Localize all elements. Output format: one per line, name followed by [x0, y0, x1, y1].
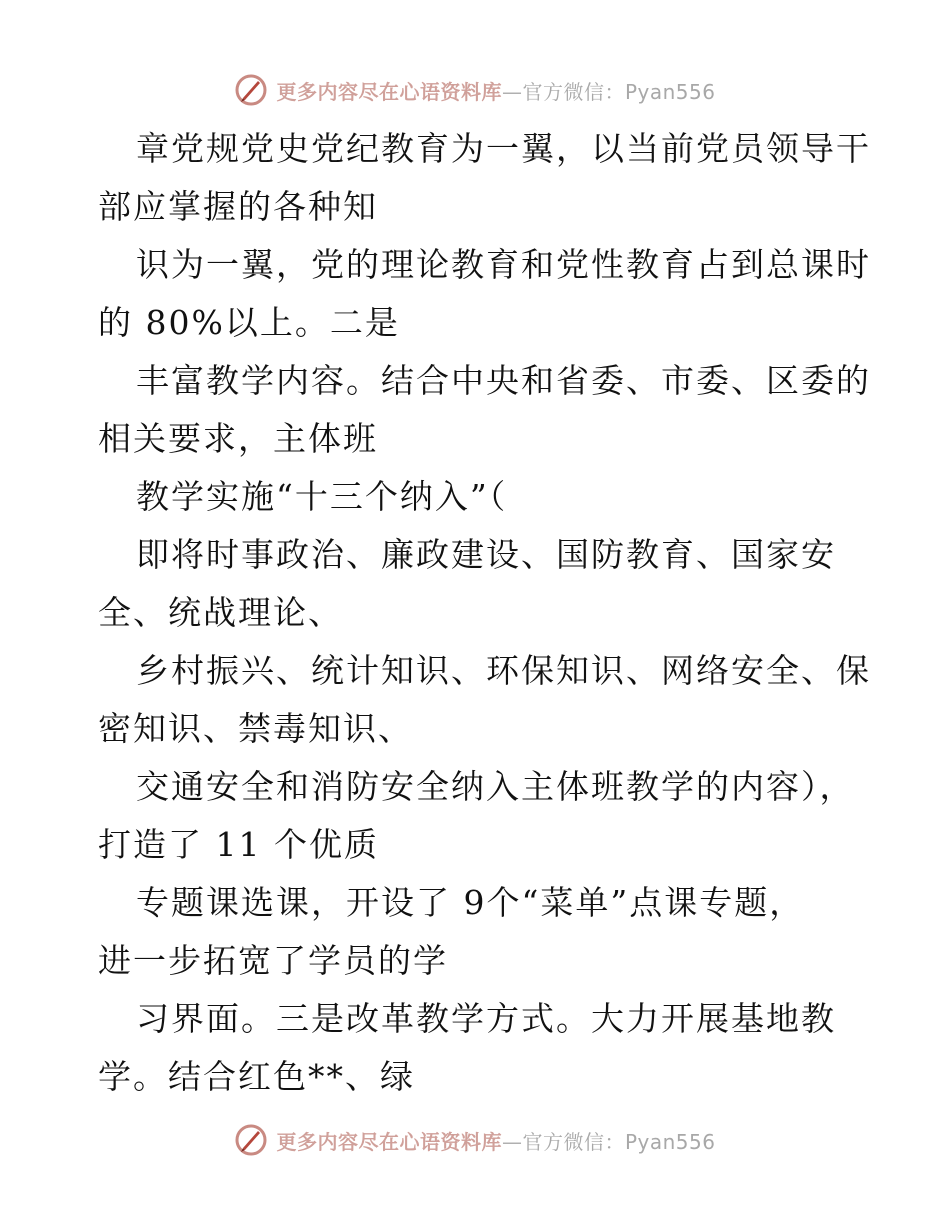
text-line: 密知识、禁毒知识、 — [98, 709, 413, 748]
feather-pen-logo-icon — [234, 1123, 268, 1157]
watermark-text: 更多内容尽在心语资料库—官方微信：Pyan556 — [276, 1129, 716, 1154]
text-line: 教学实施“十三个纳入”（ — [136, 477, 508, 516]
watermark-text: 更多内容尽在心语资料库—官方微信：Pyan556 — [276, 79, 716, 104]
text-line: 专题课选课，开设了 9个“菜单”点课专题， — [136, 883, 805, 922]
text-line: 丰富教学内容。结合中央和省委、市委、区委的 — [136, 361, 871, 400]
text-line: 进一步拓宽了学员的学 — [98, 941, 448, 980]
text-line: 章党规党史党纪教育为一翼，以当前党员领导干 — [136, 129, 871, 168]
text-line: 学。结合红色**、绿 — [98, 1057, 415, 1096]
text-line: 打造了 11 个优质 — [98, 825, 379, 864]
feather-pen-logo-icon — [234, 73, 268, 107]
document-body — [98, 120, 871, 1106]
text-line: 相关要求，主体班 — [98, 419, 378, 458]
text-line: 即将时事政治、廉政建设、国防教育、国家安 — [136, 535, 836, 574]
text-line: 的 80%以上。二是 — [98, 303, 400, 342]
text-line: 全、统战理论、 — [98, 593, 343, 632]
text-line: 交通安全和消防安全纳入主体班教学的内容）， — [136, 767, 855, 806]
text-line: 习界面。三是改革教学方式。大力开展基地教 — [136, 999, 836, 1038]
text-line: 部应掌握的各种知 — [98, 187, 378, 226]
text-line: 乡村振兴、统计知识、环保知识、网络安全、保 — [136, 651, 871, 690]
footer-watermark — [0, 1120, 950, 1160]
header-watermark — [0, 70, 950, 110]
text-line: 识为一翼，党的理论教育和党性教育占到总课时 — [136, 245, 871, 284]
